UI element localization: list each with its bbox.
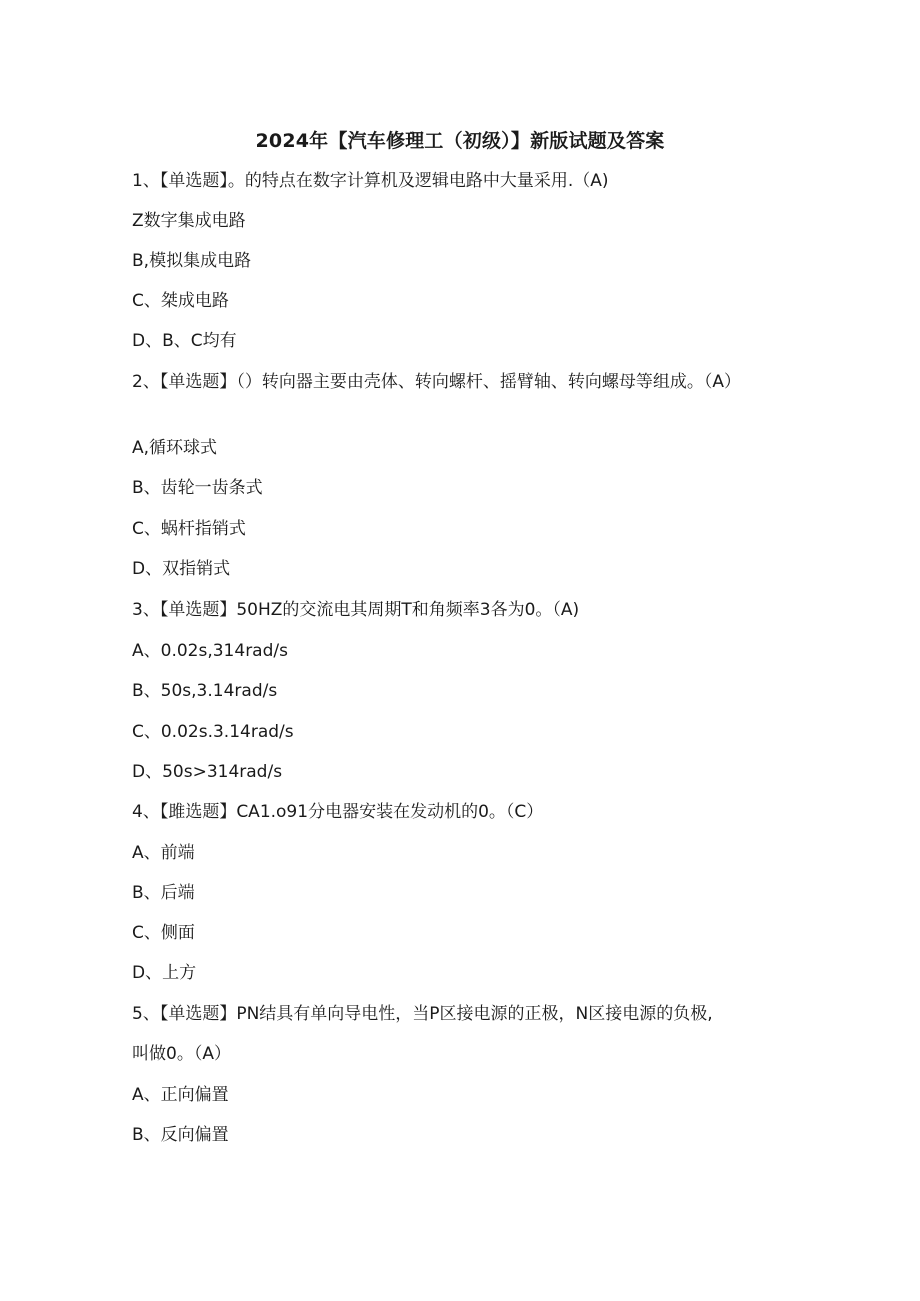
question-3-option-d: D、50s>314rad/s [132,762,283,782]
question-3-option-b: B、50s,3.14rad/s [132,681,278,701]
question-4-option-c: C、侧面 [132,923,195,943]
question-4-option-b: B、后端 [132,883,195,903]
question-5-option-a: A、正向偏置 [132,1085,229,1105]
question-4-stem: 4、【雎选题】CA1.o91分电器安装在发动机的0。（C） [132,802,544,822]
question-1-stem: 1、【单选题】。的特点在数字计算机及逻辑电路中大量采用.（A) [132,171,609,191]
question-4-option-d: D、上方 [132,963,197,983]
question-5-stem: 5、【单选题】PN结具有单向导电性，当P区接电源的正极，N区接电源的负极, [132,1004,713,1024]
question-2-option-c: C、蜗杆指销式 [132,519,246,539]
question-4-option-a: A、前端 [132,843,195,863]
question-3-stem: 3、【单选题】50HZ的交流电其周期T和角频率3各为0。（A) [132,600,580,620]
document-title: 2024年【汽车修理工（初级）】新版试题及答案 [255,130,665,152]
question-5-stem-continued: 叫做0。（A） [132,1044,231,1064]
question-3-option-a: A、0.02s,314rad/s [132,641,288,661]
question-1-option-a: Z数字集成电路 [132,211,246,231]
question-1-option-d: D、B、C均有 [132,331,237,351]
question-5-option-b: B、反向偏置 [132,1125,229,1145]
question-2-option-b: B、齿轮一齿条式 [132,478,263,498]
question-3-option-c: C、0.02s.3.14rad/s [132,722,294,742]
question-2-option-a: A,循环球式 [132,438,218,458]
question-2-stem: 2、【单选题】（）转向器主要由壳体、转向螺杆、摇臂轴、转向螺母等组成。（A） [132,372,741,392]
question-1-option-b: B,模拟集成电路 [132,251,252,271]
question-2-option-d: D、双指销式 [132,559,231,579]
question-1-option-c: C、桀成电路 [132,291,229,311]
